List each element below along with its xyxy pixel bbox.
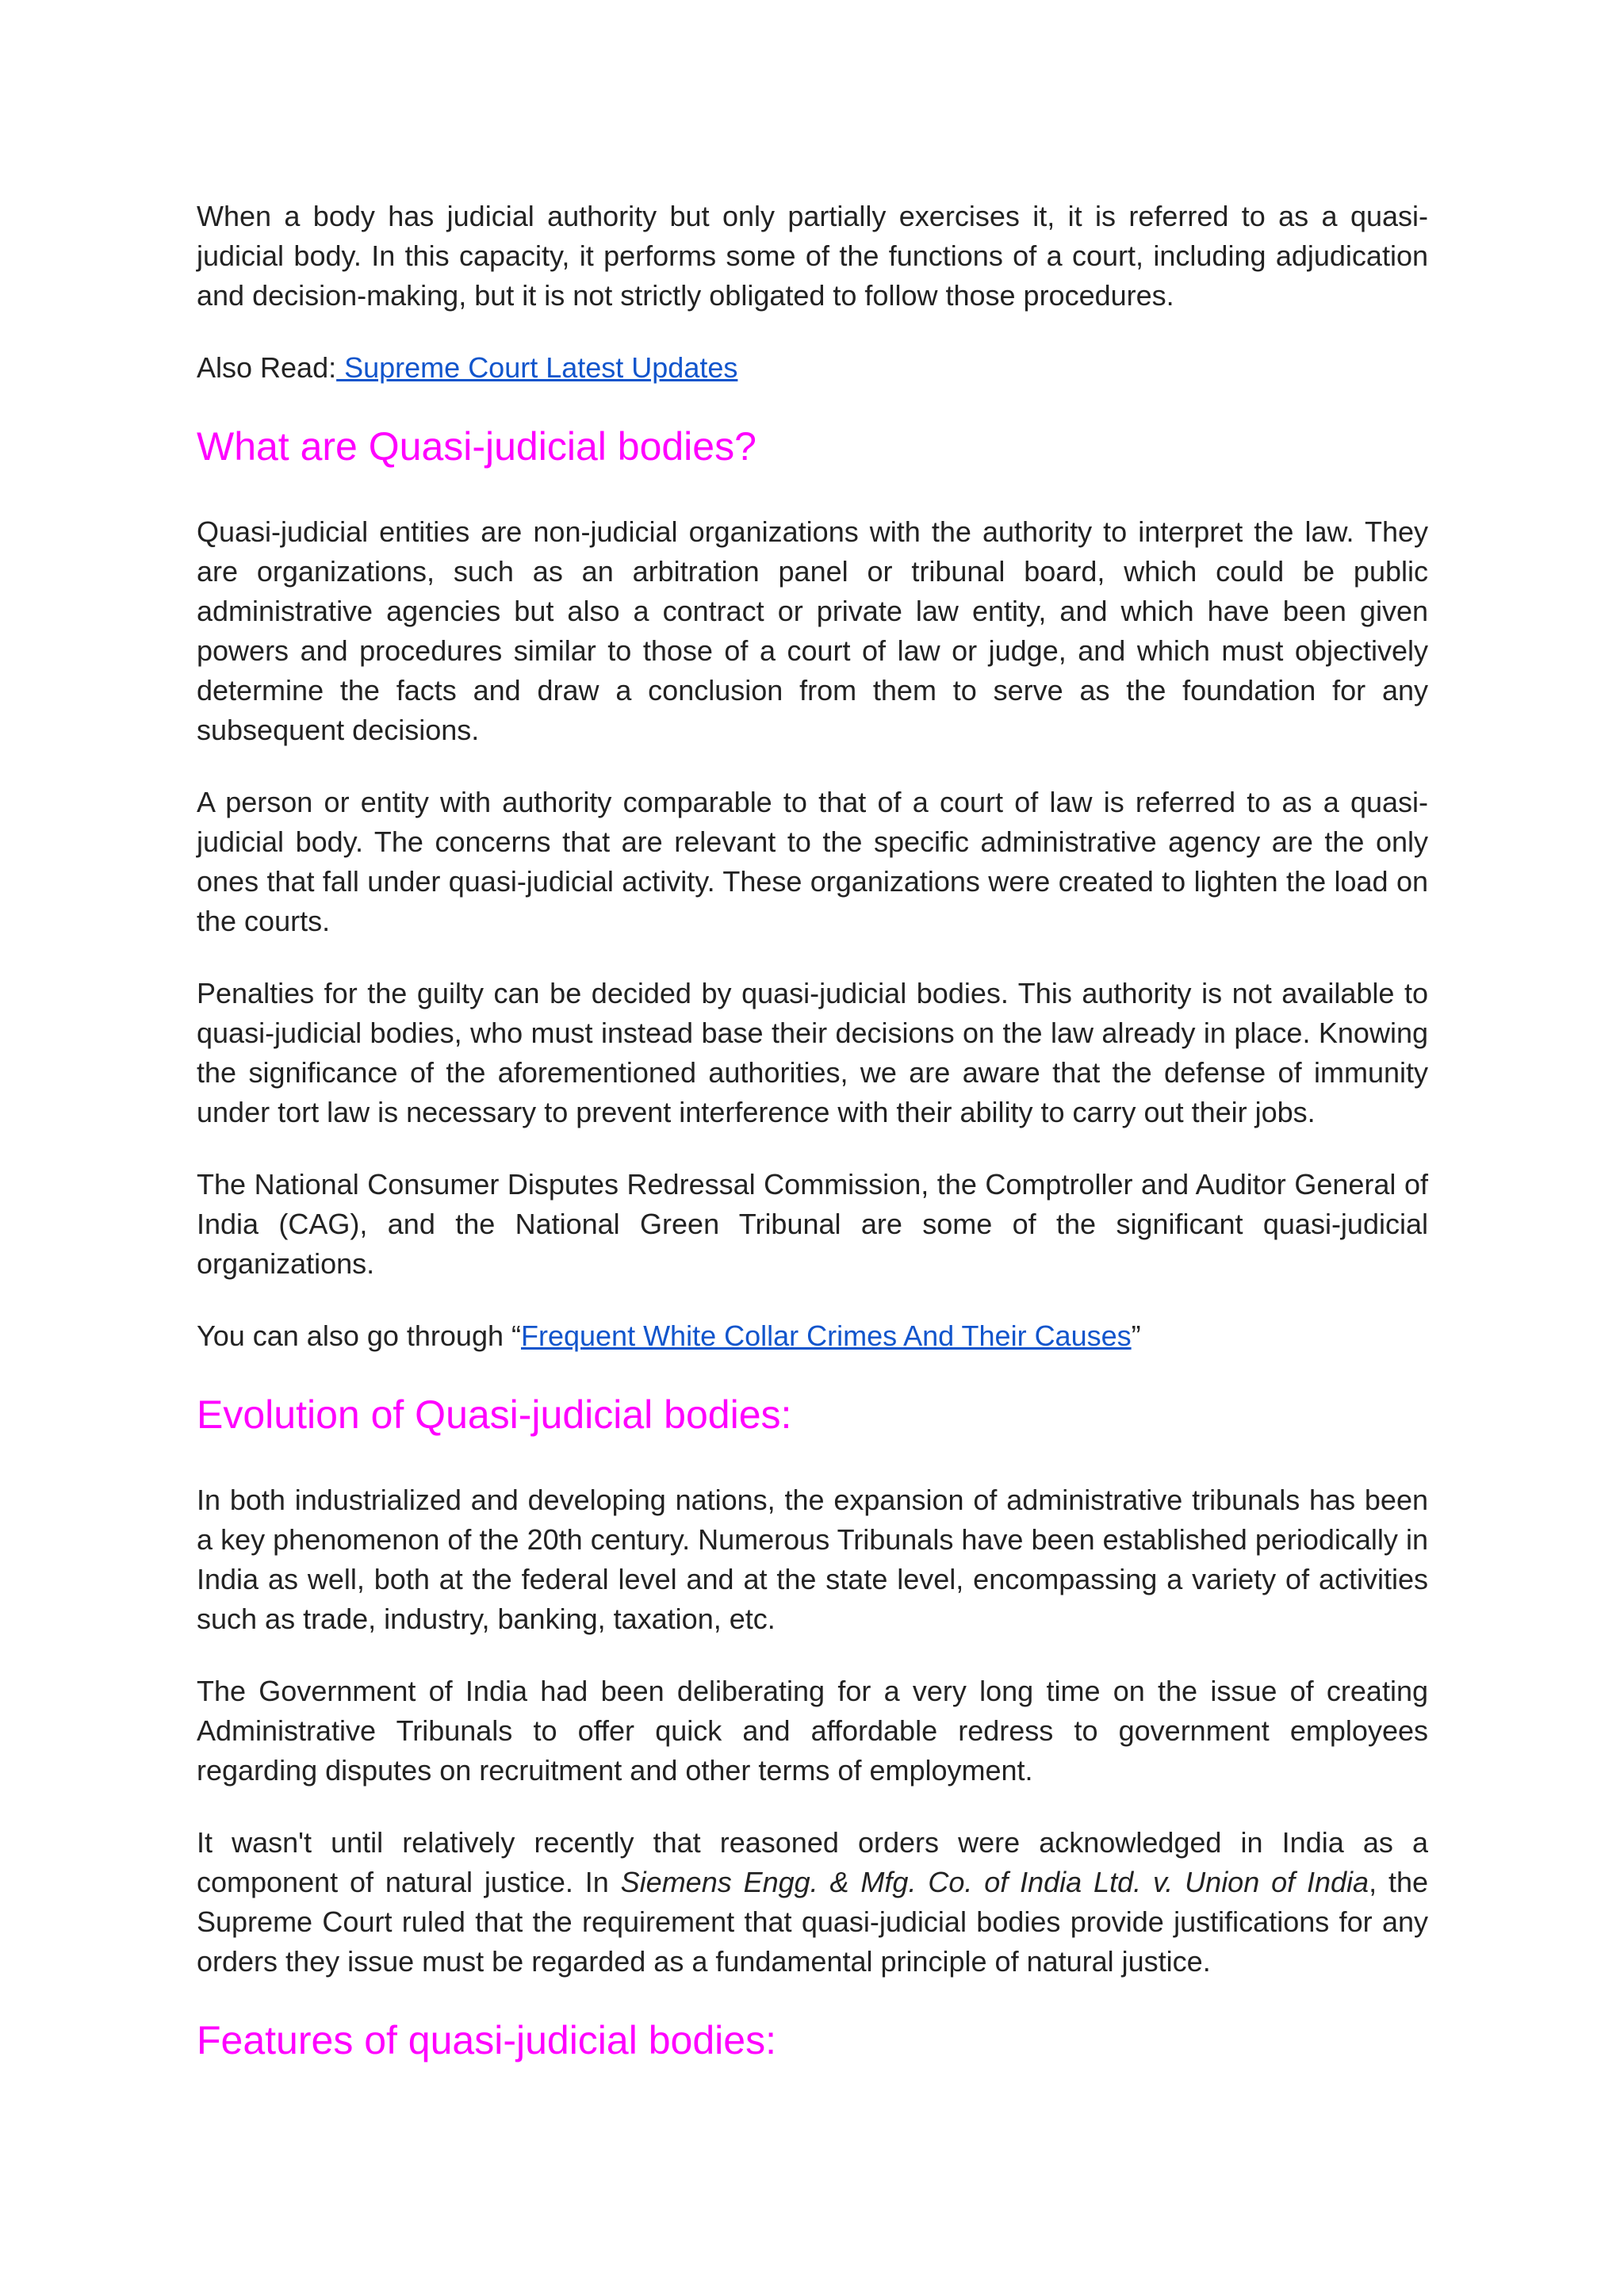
also-go-through-line <box>197 1316 1428 1356</box>
case-name: Siemens Engg. & Mfg. Co. of India Ltd. v. Union of India <box>620 1866 1369 1898</box>
evolution-3-text-b: , the Supreme Court ruled that the requirement that quasi-judicial bodies provide justifications for any orders they issue must be regarded as a fundamental principle of natural justice. <box>197 1866 1428 1978</box>
also-read-label: Also Read: <box>197 351 337 384</box>
white-collar-crimes-link[interactable]: Frequent White Collar Crimes And Their Causes <box>520 1319 1132 1352</box>
closing-quote: ” <box>1131 1319 1141 1352</box>
also-read-line <box>197 348 1428 388</box>
document-page <box>197 197 1428 2068</box>
evolution-3-text-a: It wasn't until relatively recently that reasoned orders were acknowledged in India as a component of natural justice. In <box>197 1826 1428 1898</box>
what-paragraph-2: A person or entity with authority comparable to that of a court of law is referred to as a quasi-judicial body. The concerns that are relevant to the specific administrative agency are the only ones that fall under quasi-judicial activity. These organizations were created to lighten the load on the courts. <box>197 786 1428 937</box>
what-paragraph-1: Quasi-judicial entities are non-judicial organizations with the authority to interpret the law. They are organizations, such as an arbitration panel or tribunal board, which could be public administrative agencies but also a contract or private law entity, and which have been given powers and procedures similar to those of a court of law or judge, and which must objectively determine the facts and draw a conclusion from them to serve as the foundation for any subsequent decisions. <box>197 515 1428 746</box>
also-go-through-label: You can also go through “ <box>197 1319 521 1352</box>
evolution-paragraph-3 <box>197 1823 1428 1982</box>
what-paragraph-3: Penalties for the guilty can be decided by quasi-judicial bodies. This authority is not available to quasi-judicial bodies, who must instead base their decisions on the law already in place. Knowing the significance of the aforementioned authorities, we are aware that the defense of immunity under tort law is necessary to prevent interference with their ability to carry out their jobs. <box>197 977 1428 1128</box>
evolution-paragraph-2: The Government of India had been deliberating for a very long time on the issue of creating Administrative Tribunals to offer quick and affordable redress to government employees regarding disputes on recruitment and other terms of employment. <box>197 1675 1428 1787</box>
evolution-paragraph-1: In both industrialized and developing nations, the expansion of administrative tribunals has been a key phenomenon of the 20th century. Numerous Tribunals have been established periodically in India as well, both at the federal level and at the state level, encompassing a variety of activities such as trade, industry, banking, taxation, etc. <box>197 1484 1428 1635</box>
what-paragraph-4: The National Consumer Disputes Redressal Commission, the Comptroller and Auditor General of India (CAG), and the National Green Tribunal are some of the significant quasi-judicial organizations. <box>197 1168 1428 1280</box>
heading-features: Features of quasi-judicial bodies: <box>197 2018 776 2062</box>
heading-evolution: Evolution of Quasi-judicial bodies: <box>197 1392 792 1437</box>
heading-what-are: What are Quasi-judicial bodies? <box>197 424 756 469</box>
supreme-court-updates-link[interactable]: Supreme Court Latest Updates <box>336 351 738 384</box>
intro-paragraph: When a body has judicial authority but only partially exercises it, it is referred to as a quasi-judicial body. In this capacity, it performs some of the functions of a court, including adjudication and decision-making, but it is not strictly obligated to follow those procedures. <box>197 200 1428 312</box>
